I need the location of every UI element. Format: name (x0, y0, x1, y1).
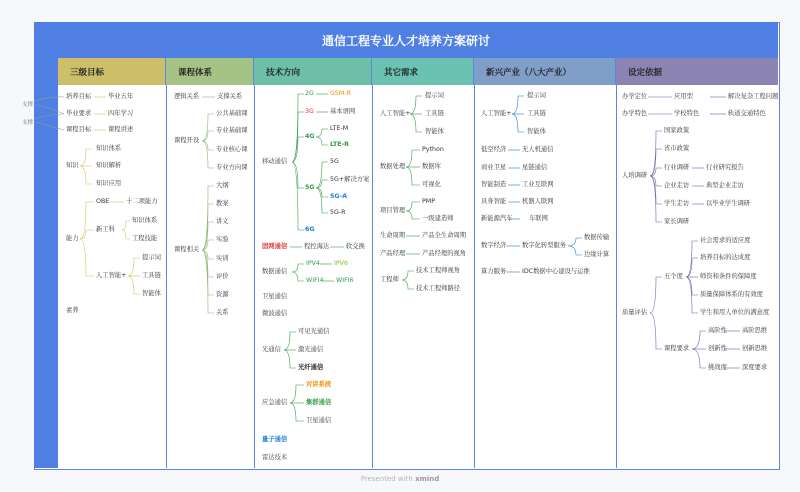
node-vehicle-network: 车联网 (529, 215, 548, 222)
node-support-relation: 支撑关系 (217, 93, 243, 100)
node-prompt-2: 提示词 (425, 92, 444, 99)
node-ai-plus: 人工智能+ (96, 272, 127, 279)
node-logic-relation: 逻辑关系 (174, 93, 200, 100)
node-first-class-builder: 一级建造师 (422, 215, 454, 222)
node-school-specialty: 学校特色 (674, 110, 700, 117)
node-5g-solution: 5G+解决方案 (330, 176, 370, 183)
node-high-order-thinking: 高阶思维 (742, 327, 768, 334)
node-program-switch: 程控海达 (304, 243, 330, 250)
node-drone-comm: 无人机通信 (522, 146, 554, 153)
node-tech-engineer-path: 技术工程师路径 (416, 285, 461, 292)
node-basic-network: 基本语网 (330, 108, 356, 115)
node-python: Python (422, 146, 444, 153)
node-complex-problems: 解决复杂工程问题 (728, 93, 779, 100)
node-2g: 2G (305, 90, 314, 97)
node-knowledge: 知识 (66, 162, 79, 169)
node-major-direction-course: 专业方向课 (216, 164, 248, 171)
side-label-support: 支撑 (22, 120, 34, 126)
node-lifecycle: 生命周期 (380, 232, 406, 239)
node-grad-requirement: 毕业要求 (66, 110, 92, 117)
column-header-tech: 技术方向 (254, 58, 372, 85)
node-obe: OBE (96, 198, 110, 205)
node-5g-advanced: 5G-A (330, 193, 348, 200)
node-social-fit: 社会需求的适应度 (700, 237, 751, 244)
node-5g-a-base: 5G (330, 158, 339, 165)
node-visualization: 可视化 (422, 181, 441, 188)
node-knowledge-application: 知识应用 (96, 180, 122, 187)
node-robot-network: 机器人联网 (522, 198, 554, 205)
node-knowledge-analysis: 知识解析 (96, 162, 122, 169)
node-pmp: PMP (422, 198, 436, 205)
node-knowledge-system: 知识体系 (96, 145, 122, 152)
node-engineer: 工程师 (380, 276, 399, 283)
node-agent: 智能体 (142, 290, 161, 297)
node-fixed-network: 固网通信 (262, 243, 288, 250)
node-product-manager: 产品经理 (380, 250, 406, 257)
node-softswitch: 软交换 (346, 243, 365, 250)
node-enterprise-visit: 企业走访 (664, 182, 690, 189)
node-data-processing: 数据处理 (380, 163, 406, 170)
node-goal-achievement: 培养目标的达成度 (700, 254, 751, 261)
node-evaluation: 评价 (216, 273, 229, 280)
column-industry (474, 58, 617, 468)
node-toolchain-2: 工具链 (425, 110, 444, 117)
node-optical-comm: 光通信 (262, 346, 281, 353)
column-header-industry: 新兴产业（八大产业） (474, 58, 616, 85)
node-syllabus: 大纲 (216, 182, 229, 189)
node-3g: 3G (305, 108, 314, 115)
node-school-features: 办学特色 (622, 110, 648, 117)
node-national-policy: 国家政策 (664, 127, 690, 134)
node-idc: IDC数据中心建设与运维 (522, 268, 590, 275)
node-resource-guarantee: 师资和条件的保障度 (700, 273, 757, 280)
node-course-goal: 课程目标 (66, 126, 92, 133)
node-satellite-comm: 卫星通信 (262, 293, 288, 300)
node-five-degrees: 五个度 (664, 273, 683, 280)
node-experiment: 实验 (216, 236, 229, 243)
node-toolchain-3: 工具链 (527, 110, 546, 117)
node-visible-light: 可见光通信 (298, 328, 330, 335)
node-smart-manufacturing: 智能制造 (481, 181, 507, 188)
node-graduate-survey: 以毕业学生调研 (706, 200, 751, 207)
node-quality-assessment: 质量评估 (622, 309, 648, 316)
node-five-years: 毕业五年 (108, 93, 134, 100)
node-fiber-comm: 光纤通信 (298, 364, 324, 371)
node-ability: 能力 (66, 235, 79, 242)
node-tech-engineer-view: 技术工程师视角 (416, 267, 461, 274)
side-label-support: 支撑 (22, 102, 34, 108)
node-high-order: 高阶性 (708, 327, 727, 334)
node-qa-effectiveness: 质量保障体系的有效度 (700, 291, 763, 298)
node-innovative-thinking: 创新思维 (742, 345, 768, 352)
node-quantum-comm: 量子通信 (262, 436, 288, 443)
column-courses (166, 58, 255, 468)
node-wifi6: WIFI6 (336, 277, 354, 284)
node-toolchain: 工具链 (142, 272, 161, 279)
node-typical-enterprise: 典型企业走访 (706, 182, 744, 189)
node-emergency-comm: 应急通信 (262, 399, 288, 406)
column-header-courses: 课程体系 (166, 58, 254, 85)
node-starlink: 星链通信 (522, 164, 548, 171)
node-lte-m: LTE-M (330, 125, 349, 132)
node-satellite-comm-2: 卫星通信 (306, 417, 332, 424)
node-prompt: 提示词 (142, 254, 161, 261)
node-industry-report: 行业研究报告 (706, 164, 744, 171)
node-microwave-comm: 微波通信 (262, 310, 288, 317)
node-product-lifecycle: 产品全生命周期 (422, 232, 467, 239)
column-header-basis: 设定依据 (616, 58, 778, 85)
node-industry-research: 行业调研 (664, 164, 690, 171)
node-four-years: 四年学习 (108, 110, 134, 117)
node-edge-computing: 边缘计算 (584, 251, 610, 258)
node-4g: 4G (305, 133, 315, 140)
node-course-related: 课程相关 (174, 246, 200, 253)
node-data-transmission: 数据传输 (584, 234, 610, 241)
node-commercial-satellite: 商业卫星 (481, 164, 507, 171)
node-ai-plus-3: 人工智能+ (481, 110, 512, 117)
node-application-type: 应用型 (674, 93, 693, 100)
node-industrial-internet: 工业互联网 (522, 181, 554, 188)
node-wifi4: WIFI4 (306, 277, 324, 284)
node-low-altitude: 低空经济 (481, 146, 507, 153)
node-practical-training: 实训 (216, 255, 229, 262)
node-agent-3: 智能体 (527, 128, 546, 135)
page-title: 通信工程专业人才培养方案研讨 (34, 22, 778, 58)
node-lte-r: LTE-R (330, 141, 350, 148)
node-parent-survey: 家长调研 (664, 218, 690, 225)
node-trunking: 集群通信 (306, 399, 332, 406)
node-new-engineering: 新工科 (96, 226, 115, 233)
node-training-goal: 培养目标 (66, 93, 92, 100)
node-ipv6: IPV6 (334, 260, 348, 267)
node-rail-transit: 轨道交通特色 (728, 110, 766, 117)
node-gsm-r: GSM-R (330, 90, 351, 97)
column-goals (58, 58, 167, 468)
node-teaching-plan: 教案 (216, 200, 229, 207)
node-challenge: 挑战度 (708, 364, 727, 371)
node-student-visit: 学生走访 (664, 200, 690, 207)
node-resources: 资源 (216, 291, 229, 298)
node-computing-service: 算力服务 (481, 268, 507, 275)
node-mobile-comm: 移动通信 (262, 158, 288, 165)
footer-brand: xmind (415, 475, 440, 483)
node-lecture-notes: 讲义 (216, 218, 229, 225)
node-digital-economy: 数字经济 (481, 242, 507, 249)
node-talent-research: 人培调研 (622, 172, 648, 179)
node-new-energy-vehicle: 新能源汽车 (481, 215, 513, 222)
node-laser-comm: 激光通信 (298, 346, 324, 353)
node-course-requirements: 课程要求 (664, 345, 690, 352)
node-intercom: 对讲系统 (306, 381, 332, 388)
node-engineering-skills: 工程技能 (132, 235, 158, 242)
node-major-core-course: 专业核心课 (216, 146, 248, 153)
node-project-mgmt: 项目管理 (380, 207, 406, 214)
node-depth-requirement: 深度要求 (742, 364, 768, 371)
node-twelve-abilities: 十二项能力 (126, 198, 158, 205)
node-ipv4: IPV4 (306, 260, 320, 267)
node-ai-plus-2: 人工智能+ (380, 110, 411, 117)
node-course-offering: 课程开设 (174, 137, 200, 144)
node-digital-transformation: 数字化转型服务 (522, 242, 567, 249)
node-5g-r: 5G-R (330, 209, 346, 216)
node-6g: 6G (305, 226, 315, 233)
node-5g: 5G (305, 184, 315, 191)
node-agent-2: 智能体 (425, 128, 444, 135)
node-literacy: 素养 (66, 307, 79, 314)
node-public-basic-course: 公共基础课 (216, 110, 248, 117)
node-major-basic-course: 专业基础课 (216, 127, 248, 134)
node-data-comm: 数据通信 (262, 268, 288, 275)
node-relations: 关系 (216, 309, 229, 316)
node-course-lecture: 课程讲述 (108, 126, 134, 133)
column-header-goals: 三级目标 (58, 58, 166, 85)
node-radar: 雷达技术 (262, 454, 288, 461)
node-satisfaction: 学生和用人单位的满意度 (700, 309, 770, 316)
footer-prefix: Presented with (360, 475, 413, 483)
column-other (372, 58, 475, 468)
node-embodied-ai: 具身智能 (481, 198, 507, 205)
node-prompt-3: 提示词 (527, 92, 546, 99)
node-product-manager-view: 产品经理的视角 (422, 250, 467, 257)
left-strip (34, 58, 58, 468)
node-school-positioning: 办学定位 (622, 93, 648, 100)
node-innovation: 创新性 (708, 345, 727, 352)
node-database: 数据库 (422, 163, 441, 170)
node-knowledge-system-2: 知识体系 (132, 217, 158, 224)
node-local-policy: 省市政策 (664, 145, 690, 152)
footer (0, 475, 800, 483)
column-header-other: 其它需求 (372, 58, 474, 85)
